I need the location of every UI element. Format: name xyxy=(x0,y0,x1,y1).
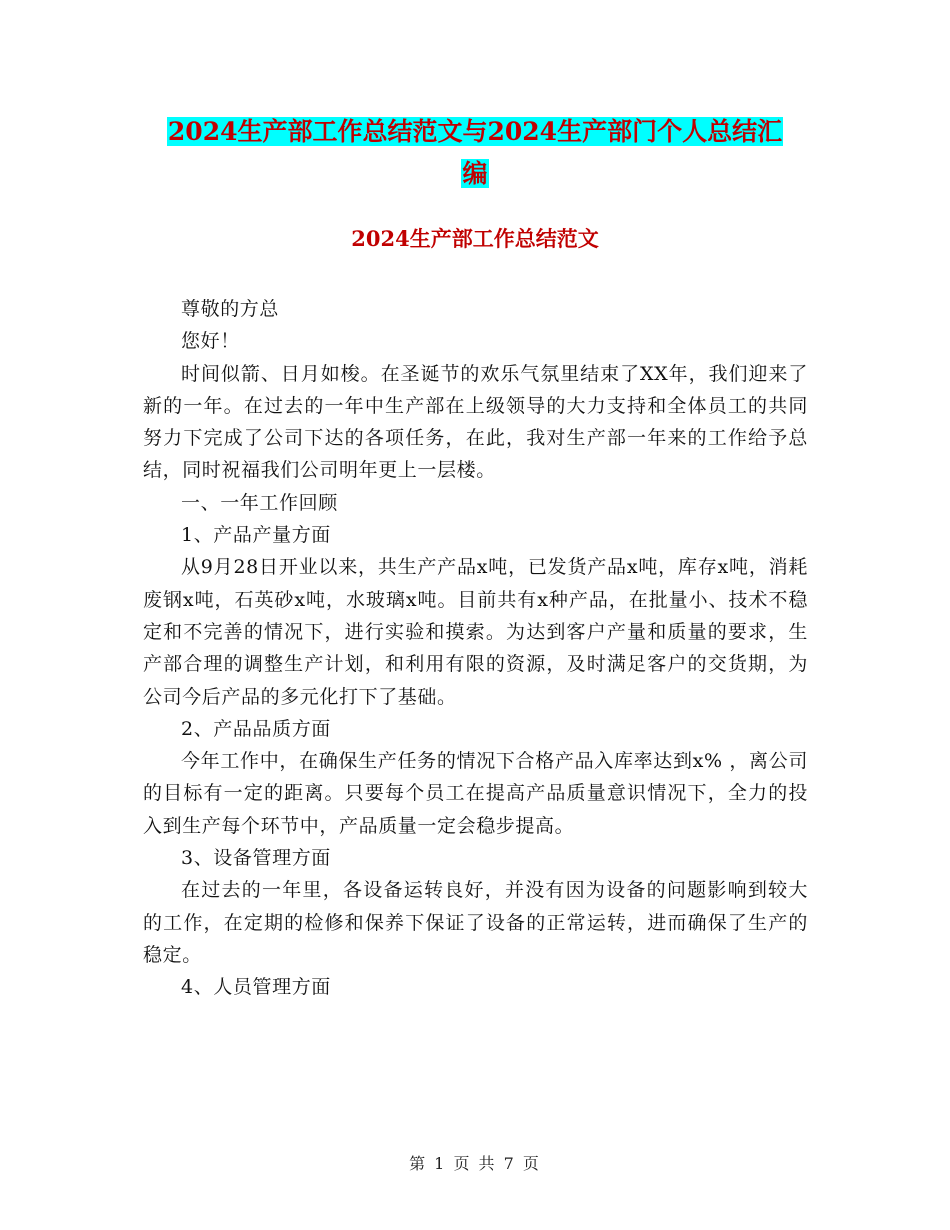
document-body xyxy=(143,293,808,1004)
quality-paragraph: 今年工作中，在确保生产任务的情况下合格产品入库率达到x% ，离公司的目标有一定的距离。只要每个员工在提高产品质量意识情况下，全力的投入到生产每个环节中，产品质量一定会稳步提高。 xyxy=(143,750,808,837)
salutation: 尊敬的方总 xyxy=(181,298,280,320)
greeting: 您好！ xyxy=(181,330,240,353)
heading-output: 1、产品产量方面 xyxy=(181,524,331,547)
equipment-paragraph: 在过去的一年里，各设备运转良好，并没有因为设备的问题影响到较大的工作，在定期的检修和保养下保证了设备的正常运转，进而确保了生产的稳定。 xyxy=(143,879,808,966)
title-highlight-1: 2024生产部工作总结范文与2024生产部门个人总结汇 xyxy=(167,117,783,146)
heading-review: 一、一年工作回顾 xyxy=(181,491,338,514)
heading-personnel: 4、人员管理方面 xyxy=(181,976,331,999)
intro-paragraph: 时间似箭、日月如梭。在圣诞节的欢乐气氛里结束了XX年，我们迎来了新的一年。在过去的一年中生产部在上级领导的大力支持和全体员工的共同努力下完成了公司下达的各项任务，在此，我对生产部一年来的工作给予总结，同时祝福我们公司明年更上一层楼。 xyxy=(143,362,808,482)
heading-quality: 2、产品品质方面 xyxy=(181,717,331,740)
section-title: 2024生产部工作总结范文 xyxy=(351,226,599,251)
title-highlight-2: 编 xyxy=(462,159,488,188)
document-title-line-2 xyxy=(0,152,950,196)
page-footer: 第 1 页 共 7 页 xyxy=(409,1154,541,1173)
heading-equipment: 3、设备管理方面 xyxy=(181,847,331,870)
output-paragraph: 从9月28日开业以来，共生产产品x吨，已发货产品x吨，库存x吨，消耗废钢x吨，石英砂x吨，水玻璃x吨。目前共有x种产品，在批量小、技术不稳定和不完善的情况下，进行实验和摸索。为达到客户产量和质量的要求，生产部合理的调整生产计划，和利用有限的资源，及时满足客户的交货期，为公司今后产品的多元化打下了基础。 xyxy=(143,556,808,708)
document-title-line-1 xyxy=(0,110,950,154)
